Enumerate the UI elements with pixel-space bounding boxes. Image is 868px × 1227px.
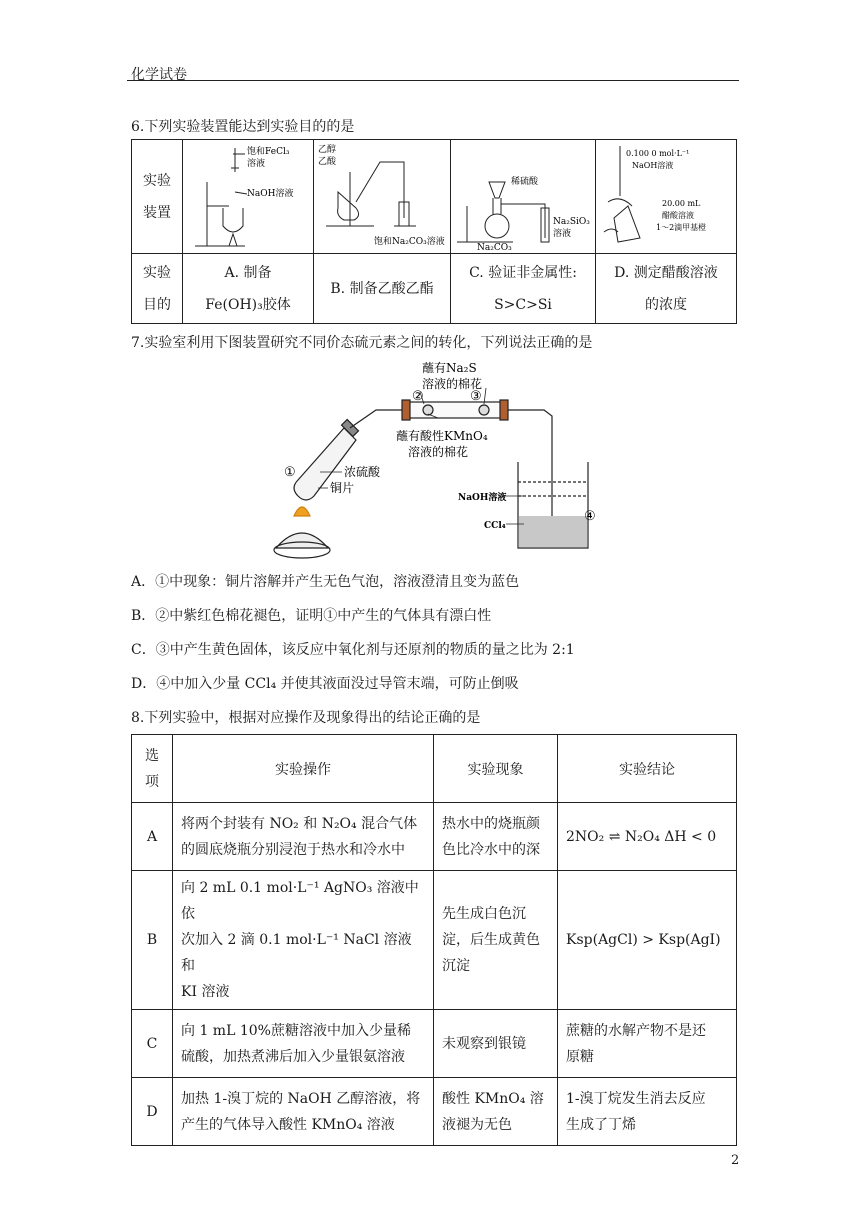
fig7-na2s-label-2: 溶液的棉花 xyxy=(422,377,483,391)
q8-header-option: 选项 xyxy=(132,735,173,803)
table-row xyxy=(132,1078,737,1146)
q6-option-a: A. 制备 Fe(OH)₃胶体 xyxy=(183,254,314,324)
table-row xyxy=(132,803,737,871)
row-c-operation: 向 1 mL 10%蔗糖溶液中加入少量稀 硫酸，加热煮沸后加入少量银氨溶液 xyxy=(173,1010,434,1078)
q8-stem: 8.下列实验中，根据对应操作及现象得出的结论正确的是 xyxy=(131,710,481,726)
fig7-acid-label: 浓硫酸 xyxy=(344,465,381,479)
fig-c-label-2: 溶液 xyxy=(553,228,572,239)
fig-c-label-1: Na₂SiO₃ xyxy=(553,216,590,227)
row-a-option: A xyxy=(132,803,173,871)
row-b-phenomenon: 先生成白色沉 淀，后生成黄色 沉淀 xyxy=(434,871,558,1010)
q7-stem: 7.实验室利用下图装置研究不同价态硫元素之间的转化，下列说法正确的是 xyxy=(131,335,593,351)
sulfur-apparatus-figure xyxy=(262,358,612,564)
fig7-num-4: ④ xyxy=(584,509,596,524)
row-a-phenomenon: 热水中的烧瓶颜 色比冷水中的深 xyxy=(434,803,558,871)
row-d-conclusion: 1-溴丁烷发生消去反应 生成了丁烯 xyxy=(558,1078,737,1146)
fig-a-label-0: 饱和FeCl₃ xyxy=(247,146,290,157)
q6-option-b: B. 制备乙酸乙酯 xyxy=(314,254,451,324)
q8-header-conclusion: 实验结论 xyxy=(558,735,737,803)
row-d-operation: 加热 1-溴丁烷的 NaOH 乙醇溶液，将 产生的气体导入酸性 KMnO₄ 溶液 xyxy=(173,1078,434,1146)
titration-figure xyxy=(598,142,734,252)
fig-c-label-3: Na₂CO₃ xyxy=(477,242,512,252)
fig-d-label-4: 1～2滴甲基橙 xyxy=(656,222,707,232)
q6-option-d: D. 测定醋酸溶液 的浓度 xyxy=(596,254,737,324)
fig-c-label-0: 稀硫酸 xyxy=(511,176,539,187)
fig-a-label-2: NaOH溶液 xyxy=(247,188,294,199)
fig-d-label-2: 20.00 mL xyxy=(662,198,701,208)
fig7-num-1: ① xyxy=(284,465,296,480)
fig-b-label-2: 饱和Na₂CO₃溶液 xyxy=(374,236,445,247)
fig7-kmno4-label-2: 溶液的棉花 xyxy=(408,445,469,459)
fig-d-label-0: 0.100 0 mol·L⁻¹ xyxy=(626,148,690,158)
q6-figure-c xyxy=(451,140,596,254)
row-c-conclusion: 蔗糖的水解产物不是还 原糖 xyxy=(558,1010,737,1078)
row-b-conclusion: Ksp(AgCl) > Ksp(AgI) xyxy=(558,871,737,1010)
fig-d-label-1: NaOH溶液 xyxy=(632,160,674,170)
row-d-option: D xyxy=(132,1078,173,1146)
header-title: 化学试卷 xyxy=(131,67,187,83)
q7-option-c: C．③中产生黄色固体，该反应中氧化剂与还原剂的物质的量之比为 2:1 xyxy=(131,642,575,658)
row-b-operation: 向 2 mL 0.1 mol·L⁻¹ AgNO₃ 溶液中依 次加入 2 滴 0.1 mol·L⁻¹ NaCl 溶液和 KI 溶液 xyxy=(173,871,434,1010)
q7-option-b: B．②中紫红色棉花褪色，证明①中产生的气体具有漂白性 xyxy=(131,608,492,624)
fig-a-label-1: 溶液 xyxy=(247,158,266,169)
fig-b-label-0: 乙醇 xyxy=(318,144,337,155)
fecl3-apparatus-figure xyxy=(185,142,311,252)
q6-table xyxy=(131,139,737,324)
page-number: 2 xyxy=(731,1153,740,1168)
q8-table xyxy=(131,734,737,1146)
fig7-ccl4-label: CCl₄ xyxy=(484,521,506,531)
row-a-operation: 将两个封装有 NO₂ 和 N₂O₄ 混合气体 的圆底烧瓶分别浸泡于热水和冷水中 xyxy=(173,803,434,871)
table-row xyxy=(132,1010,737,1078)
fig-d-label-3: 醋酸溶液 xyxy=(662,210,694,220)
fig7-na2s-label-1: 蘸有Na₂S xyxy=(422,361,477,375)
q6-row2-label: 实验 目的 xyxy=(132,254,183,324)
q7-option-d: D．④中加入少量 CCl₄ 并使其液面没过导管末端，可防止倒吸 xyxy=(131,676,519,692)
q6-row1-label: 实验 装置 xyxy=(132,140,183,254)
row-a-conclusion: 2NO₂ ⇌ N₂O₄ ΔH < 0 xyxy=(558,803,737,871)
fig7-num-2: ② xyxy=(412,389,424,404)
q6-figure-d xyxy=(596,140,737,254)
ester-apparatus-figure xyxy=(316,142,448,252)
q6-figure-a xyxy=(183,140,314,254)
header-rule xyxy=(127,80,739,81)
fig-b-label-1: 乙酸 xyxy=(318,156,337,167)
q6-stem: 6.下列实验装置能达到实验目的的是 xyxy=(131,119,355,135)
fig7-num-3: ③ xyxy=(470,389,482,404)
fig7-cu-label: 铜片 xyxy=(330,481,355,495)
row-b-option: B xyxy=(132,871,173,1010)
q6-option-c: C. 验证非金属性: S>C>Si xyxy=(451,254,596,324)
table-row xyxy=(132,871,737,1010)
row-c-option: C xyxy=(132,1010,173,1078)
q7-option-a: A．①中现象：铜片溶解并产生无色气泡，溶液澄清且变为蓝色 xyxy=(131,574,520,590)
row-c-phenomenon: 未观察到银镜 xyxy=(434,1010,558,1078)
nonmetal-apparatus-figure xyxy=(453,142,593,252)
q8-header-operation: 实验操作 xyxy=(173,735,434,803)
fig7-naoh-label: NaOH溶液 xyxy=(458,493,507,503)
q8-header-phenomenon: 实验现象 xyxy=(434,735,558,803)
row-d-phenomenon: 酸性 KMnO₄ 溶 液褪为无色 xyxy=(434,1078,558,1146)
q6-figure-b xyxy=(314,140,451,254)
fig7-kmno4-label-1: 蘸有酸性KMnO₄ xyxy=(396,429,488,443)
